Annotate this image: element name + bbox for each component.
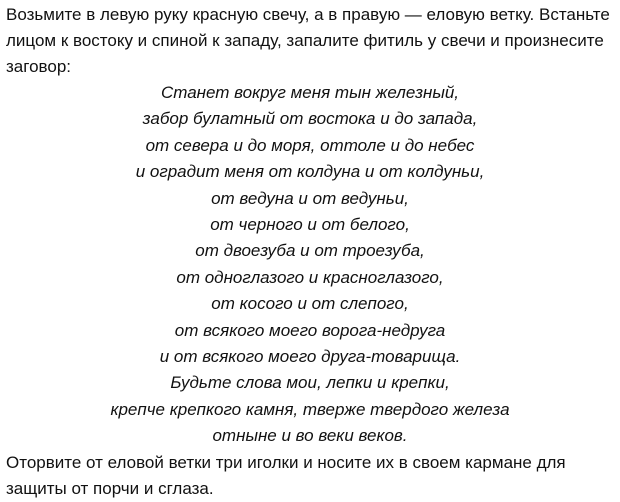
spell-line: Будьте слова мои, лепки и крепки, xyxy=(170,373,450,393)
spell-line: крепче крепкого камня, тверже твердого железа xyxy=(110,399,510,419)
spell-line: от двоезуба и от троезуба, xyxy=(195,241,425,261)
spell-line: от черного и от белого, xyxy=(210,215,410,235)
spell-line: от севера и до моря, оттоле и до небес xyxy=(145,135,475,155)
spell-line: и оградит меня от колдуна и от колдуньи, xyxy=(135,162,485,182)
spell-line: от всякого моего ворога-недруга xyxy=(174,320,446,340)
spell-line: забор булатный от востока и до запада, xyxy=(142,109,478,129)
spell-verse xyxy=(6,80,614,450)
spell-line: от одноглазого и красноглазого, xyxy=(176,267,444,287)
outro-paragraph: Оторвите от еловой ветки три иголки и носите их в своем кармане для защиты от порчи и сглаза. xyxy=(6,452,566,498)
intro-paragraph: Возьмите в левую руку красную свечу, а в правую — еловую ветку. Встаньте лицом к востоку и спиной к западу, запалите фитиль у свечи и произнесите заговор: xyxy=(6,5,610,76)
spell-line: Станет вокруг меня тын железный, xyxy=(160,83,460,102)
spell-line: от косого и от слепого, xyxy=(211,294,409,314)
spell-line: от ведуна и от ведуньи, xyxy=(211,188,409,208)
spell-line: отныне и во веки веков. xyxy=(212,426,408,446)
spell-line: и от всякого моего друга-товарища. xyxy=(159,347,461,367)
